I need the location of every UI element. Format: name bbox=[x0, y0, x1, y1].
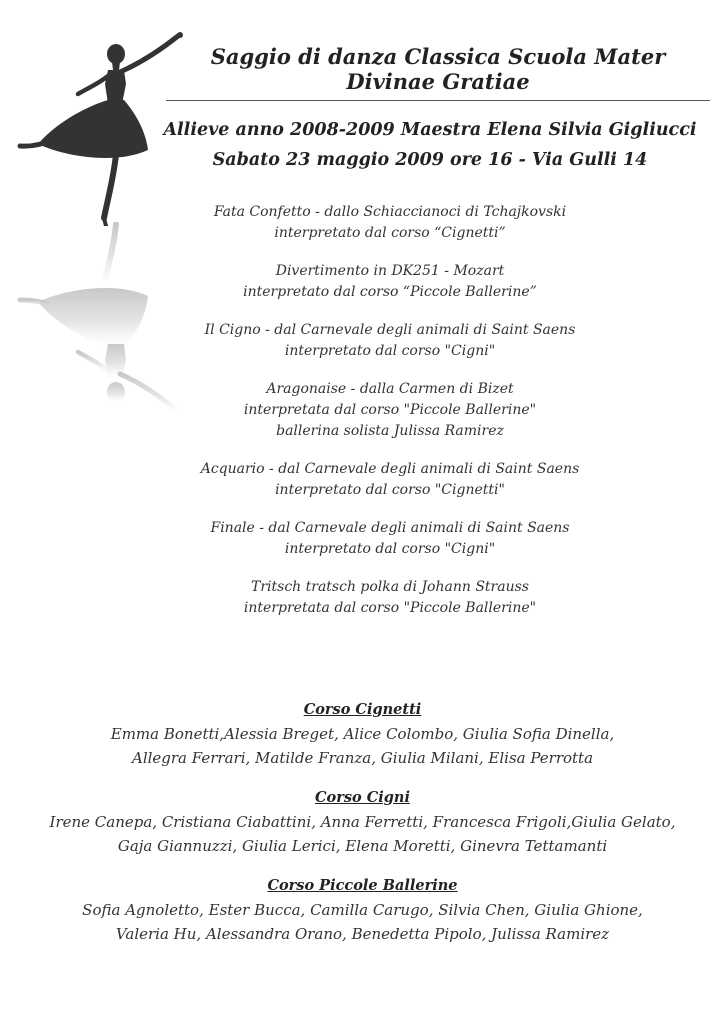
course-members: Irene Canepa, Cristiana Ciabattini, Anna Ferretti, Francesca Frigoli,Giulia Gelato, bbox=[49, 813, 676, 831]
course-members: Valeria Hu, Alessandra Orano, Benedetta Pipolo, Julissa Ramirez bbox=[115, 925, 610, 943]
program-item bbox=[150, 320, 630, 362]
piece-performer: interpretato dal corso "Cigni" bbox=[284, 541, 496, 557]
course-cignetti bbox=[0, 698, 725, 770]
piece-performer: interpretato dal corso “Piccole Ballerine” bbox=[243, 284, 537, 300]
course-members: Emma Bonetti,Alessia Breget, Alice Colombo, Giulia Sofia Dinella, bbox=[110, 725, 615, 743]
course-members: Gaja Giannuzzi, Giulia Lerici, Elena Moretti, Ginevra Tettamanti bbox=[117, 837, 608, 855]
subtitle-date-place: Sabato 23 maggio 2009 ore 16 - Via Gulli 14 bbox=[212, 150, 648, 170]
program-item bbox=[150, 202, 630, 244]
piece-title: Aragonaise - dalla Carmen di Bizet bbox=[266, 381, 514, 397]
program-item bbox=[150, 577, 630, 619]
program-list bbox=[150, 202, 630, 636]
course-cigni bbox=[0, 786, 725, 858]
piece-title: Il Cigno - dal Carnevale degli animali di Saint Saens bbox=[204, 322, 576, 338]
piece-performer: interpretata dal corso "Piccole Ballerine" bbox=[243, 402, 537, 418]
course-members: Allegra Ferrari, Matilde Franza, Giulia Milani, Elisa Perrotta bbox=[131, 749, 594, 767]
program-item bbox=[150, 379, 630, 442]
piece-performer: interpretata dal corso "Piccole Ballerine" bbox=[243, 600, 537, 616]
course-list bbox=[0, 698, 725, 962]
piece-performer: interpretato dal corso "Cigni" bbox=[284, 343, 496, 359]
piece-title: Fata Confetto - dallo Schiaccianoci di Tchajkovski bbox=[213, 204, 567, 220]
course-members: Sofia Agnoletto, Ester Bucca, Camilla Carugo, Silvia Chen, Giulia Ghione, bbox=[82, 901, 643, 919]
piece-performer: interpretato dal corso “Cignetti” bbox=[274, 225, 506, 241]
program-item bbox=[150, 459, 630, 501]
header bbox=[150, 44, 710, 175]
piece-title: Finale - dal Carnevale degli animali di Saint Saens bbox=[210, 520, 570, 536]
piece-performer: interpretato dal corso "Cignetti" bbox=[275, 482, 505, 498]
page-title: Saggio di danza Classica Scuola Mater Divinae Gratiae bbox=[166, 44, 710, 101]
piece-soloist: ballerina solista Julissa Ramirez bbox=[276, 423, 504, 439]
course-title: Corso Cignetti bbox=[303, 701, 422, 718]
program-item bbox=[150, 261, 630, 303]
subtitle-teacher: Allieve anno 2008-2009 Maestra Elena Silvia Gigliucci bbox=[163, 120, 697, 140]
piece-title: Acquario - dal Carnevale degli animali di Saint Saens bbox=[200, 461, 580, 477]
course-title: Corso Piccole Ballerine bbox=[267, 877, 458, 894]
course-piccole-ballerine bbox=[0, 874, 725, 946]
course-title: Corso Cigni bbox=[315, 789, 410, 806]
program-item bbox=[150, 518, 630, 560]
piece-title: Tritsch tratsch polka di Johann Strauss bbox=[251, 579, 529, 595]
piece-title: Divertimento in DK251 - Mozart bbox=[275, 263, 505, 279]
